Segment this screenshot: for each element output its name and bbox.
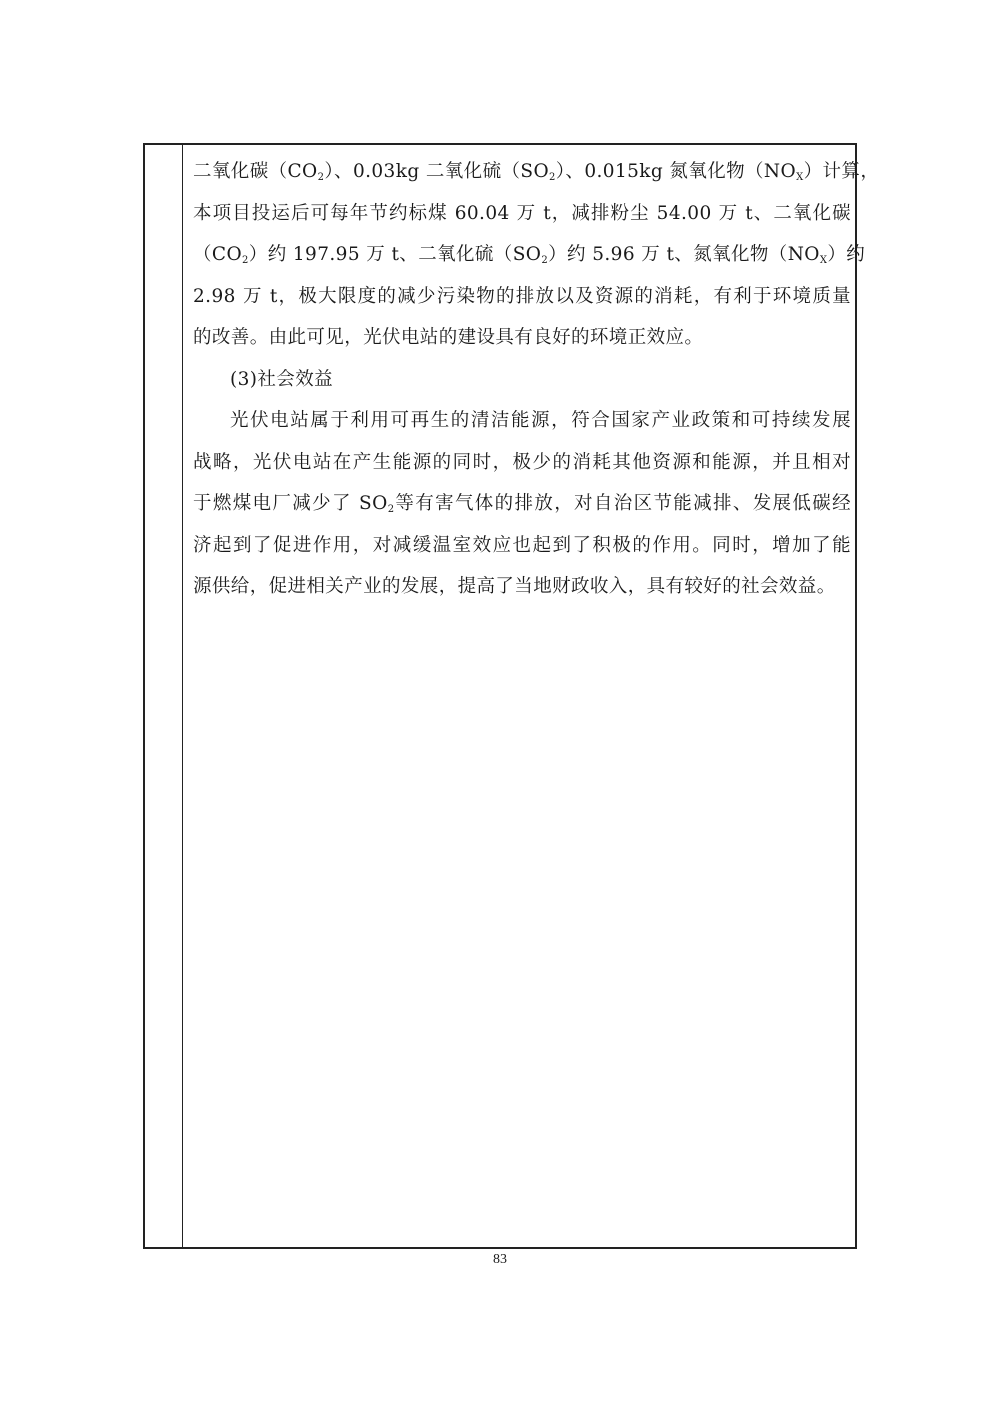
text-line: 济起到了促进作用，对减缓温室效应也起到了积极的作用。同时，增加了能 bbox=[193, 534, 851, 556]
text-line: 本项目投运后可每年节约标煤 60.04 万 t，减排粉尘 54.00 万 t、二氧化碳 bbox=[193, 202, 851, 224]
text-line: $(CO_2)$约 197.95 万 t、二氧化硫$(SO_2)$约 5.96 万 t、氮氧化物$(NO_X)$约 bbox=[193, 244, 866, 266]
text-line: 的改善。由此可见，光伏电站的建设具有良好的环境正效应。 bbox=[193, 327, 704, 348]
paragraph-environmental-benefit bbox=[193, 151, 880, 359]
table-content bbox=[193, 151, 880, 608]
text-line: 战略，光伏电站在产生能源的同时，极少的消耗其他资源和能源，并且相对 bbox=[193, 451, 851, 473]
paragraph-social-benefit bbox=[193, 400, 851, 608]
text-line: 光伏电站属于利用可再生的清洁能源，符合国家产业政策和可持续发展 bbox=[230, 410, 851, 431]
page-number: 83 bbox=[493, 1252, 507, 1267]
text-line: 二氧化碳$(CO_2)$、0.03kg 二氧化硫$(SO_2)$、0.015kg 氮氧化物$(NO_X)$计算， bbox=[193, 161, 880, 183]
text-line: 源供给，促进相关产业的发展，提高了当地财政收入，具有较好的社会效益。 bbox=[193, 576, 836, 597]
text-line: 2.98 万 t，极大限度的减少污染物的排放以及资源的消耗，有利于环境质量 bbox=[193, 285, 851, 307]
table-frame bbox=[143, 143, 880, 1249]
column-divider bbox=[182, 145, 183, 1247]
text-line: 于燃煤电厂减少了 $SO_2$等有害气体的排放，对自治区节能减排、发展低碳经 bbox=[193, 493, 852, 515]
section-heading: (3)社会效益 bbox=[230, 368, 334, 390]
